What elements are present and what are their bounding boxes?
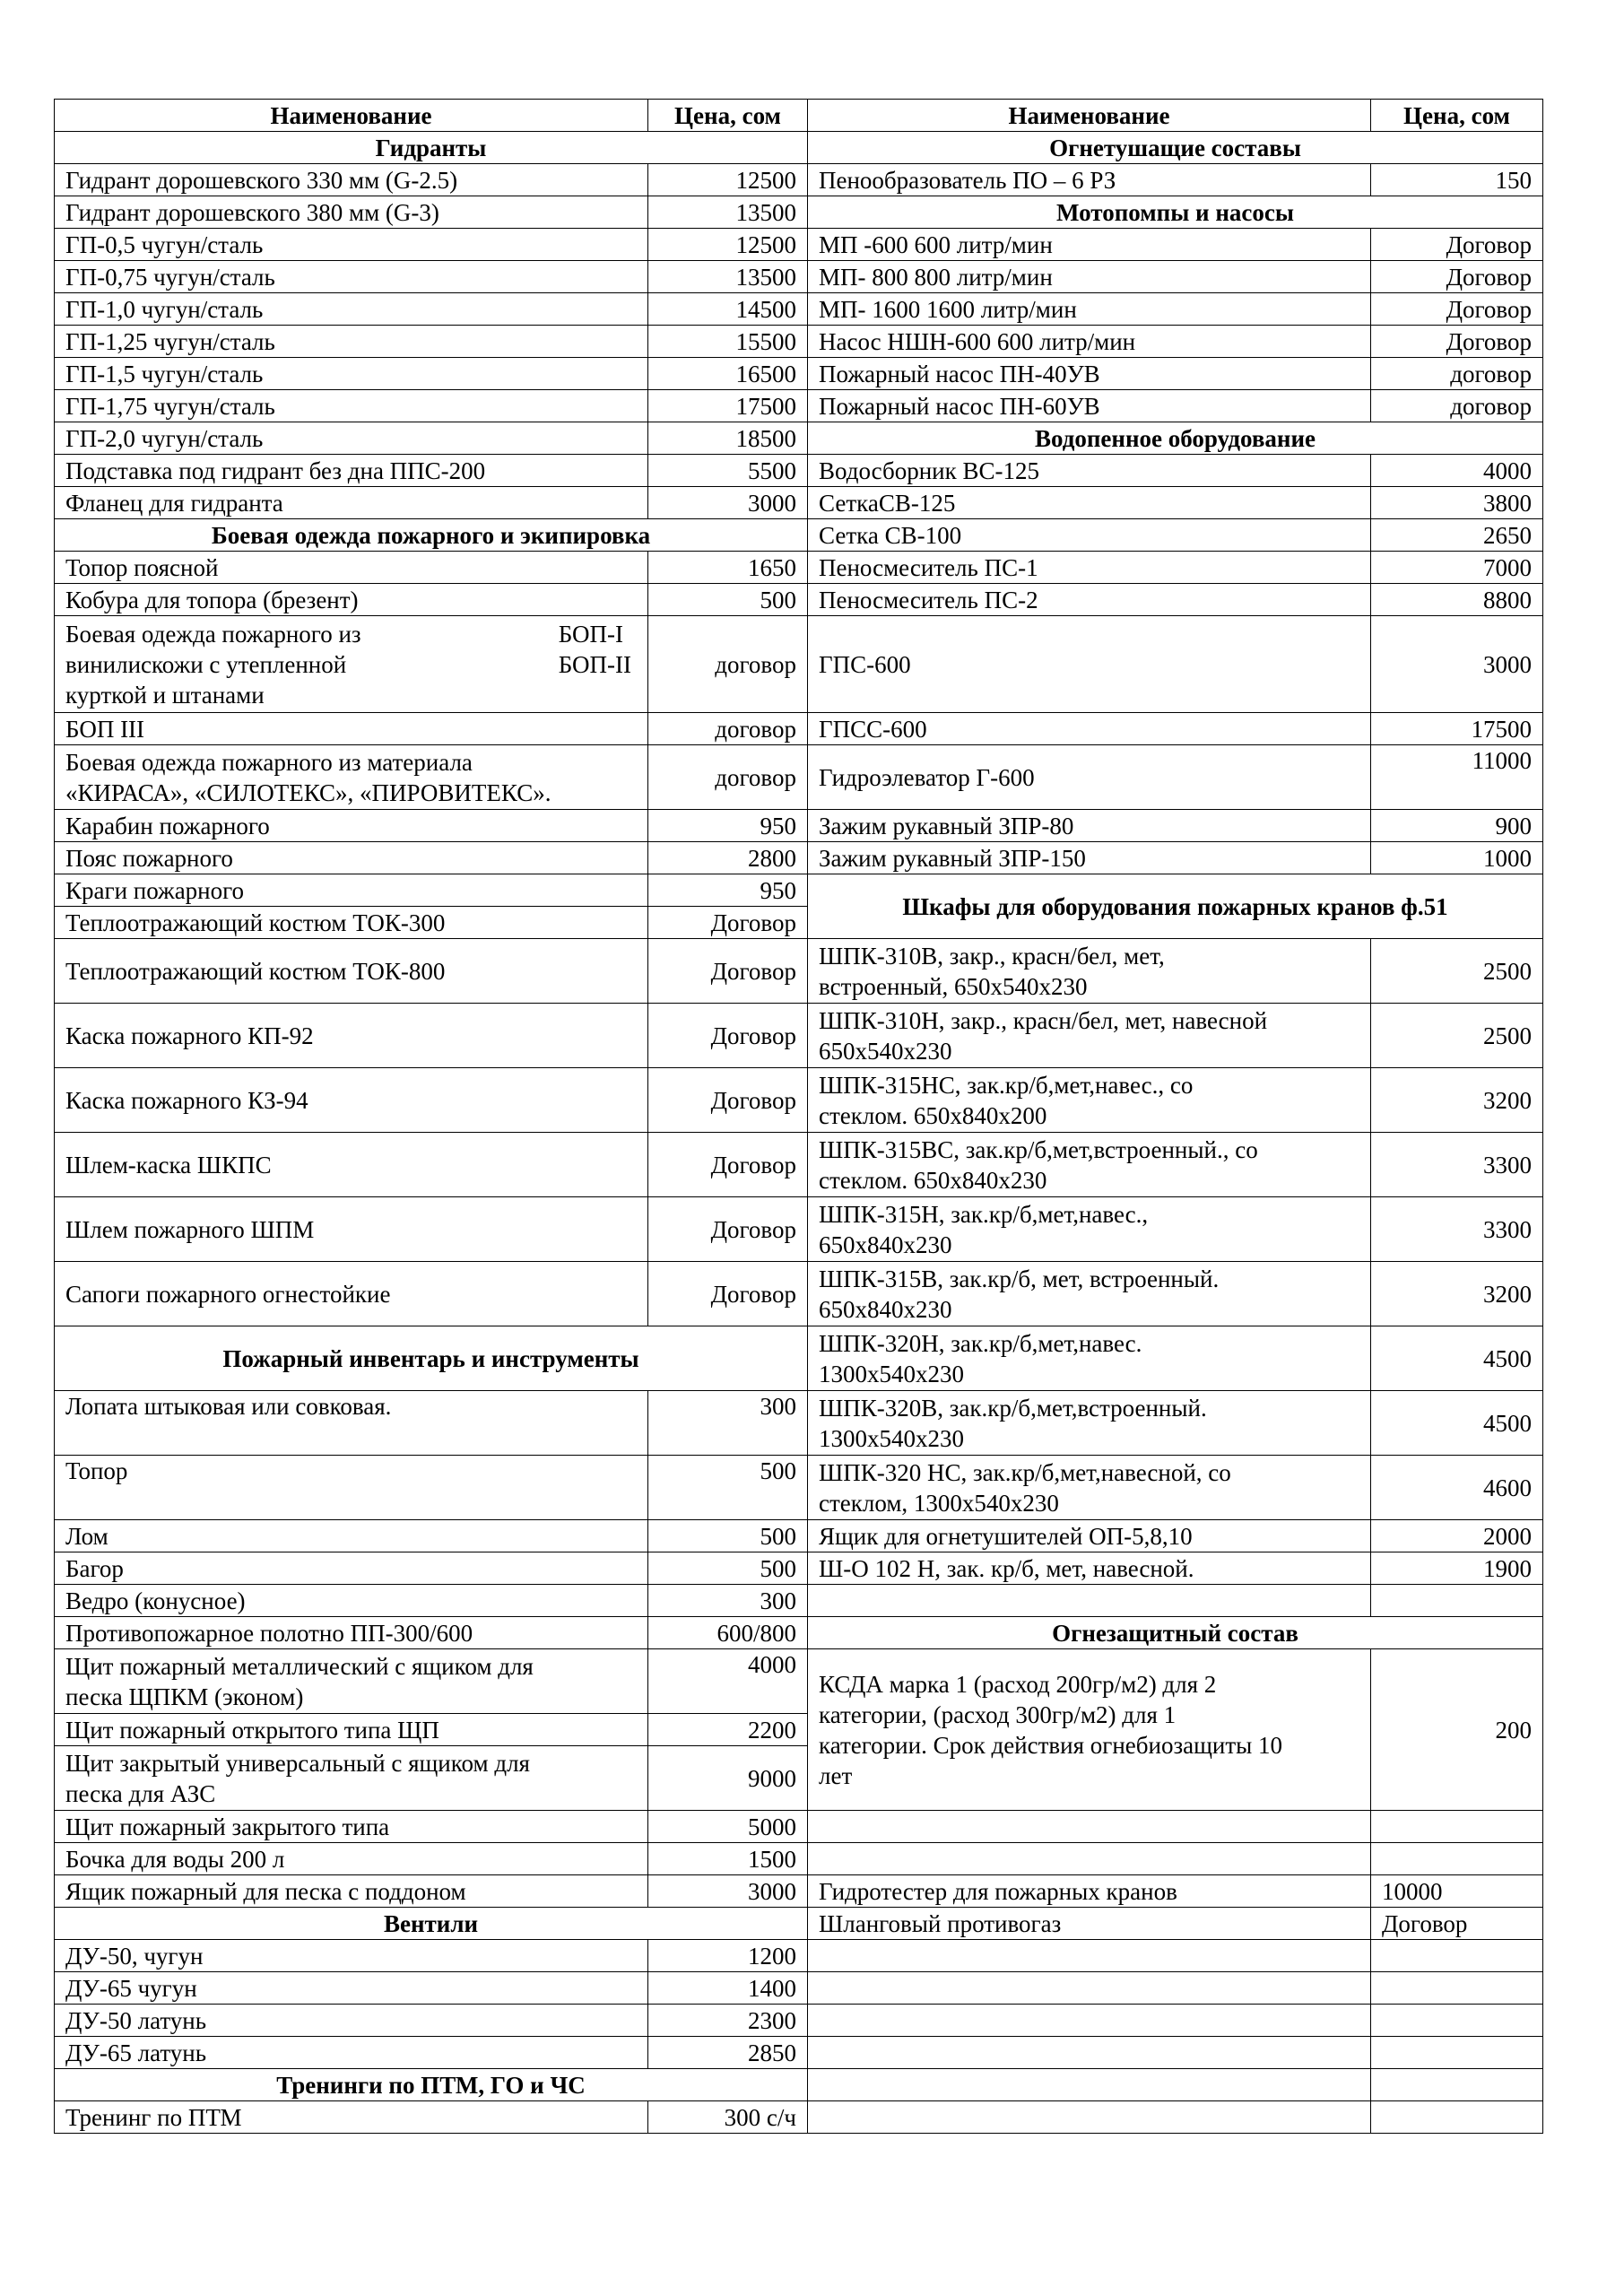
item-price-right: 3300 (1371, 1197, 1543, 1262)
item-price-right: Договор (1371, 229, 1543, 261)
item-name-right: Пожарный насос ПН-60УВ (808, 390, 1371, 422)
item-name-right: Сетка СВ-100 (808, 519, 1371, 552)
item-price-right (1371, 2005, 1543, 2037)
table-row (55, 939, 1543, 1004)
table-row (55, 1391, 1543, 1456)
table-row (55, 1004, 1543, 1068)
table-row (55, 1520, 1543, 1552)
item-price-left: 16500 (648, 358, 808, 390)
section-heading-right: Огнетушащие составы (808, 132, 1543, 164)
table-row (55, 1875, 1543, 1908)
table-row (55, 1133, 1543, 1197)
item-name-left: Щит пожарный открытого типа ЩП (55, 1714, 648, 1746)
item-name-left: Бочка для воды 200 л (55, 1843, 648, 1875)
item-price-right: Договор (1371, 326, 1543, 358)
table-row (55, 842, 1543, 874)
item-price-left: 2200 (648, 1714, 808, 1746)
item-name-left: Лопата штыковая или совковая. (55, 1391, 648, 1456)
item-name-left: Пояс пожарного (55, 842, 648, 874)
item-price-left: 2850 (648, 2037, 808, 2069)
section-heading-right: Огнезащитный состав (808, 1617, 1543, 1649)
table-row (55, 1649, 1543, 1714)
item-name-right: Пенообразователь ПО – 6 РЗ (808, 164, 1371, 196)
item-price-right (1371, 2069, 1543, 2101)
item-price-left: Договор (648, 939, 808, 1004)
section-heading-right: Мотопомпы и насосы (808, 196, 1543, 229)
item-price-left: 950 (648, 810, 808, 842)
table-row (55, 584, 1543, 616)
item-name-right (808, 1811, 1371, 1843)
item-price-right: 1000 (1371, 842, 1543, 874)
item-price-right: 150 (1371, 164, 1543, 196)
section-heading-left: Пожарный инвентарь и инструменты (55, 1326, 808, 1391)
item-name-left: Боевая одежда пожарного из материала «КИРАСА», «СИЛОТЕКС», «ПИРОВИТЕКС». (55, 745, 648, 810)
item-price-left: 500 (648, 1456, 808, 1520)
item-price-right: 8800 (1371, 584, 1543, 616)
table-row (55, 552, 1543, 584)
item-price-right: 1900 (1371, 1552, 1543, 1585)
item-price-right: Договор (1371, 293, 1543, 326)
item-price-right: 3200 (1371, 1262, 1543, 1326)
table-row (55, 2101, 1543, 2134)
table-row (55, 196, 1543, 229)
item-price-right: 3300 (1371, 1133, 1543, 1197)
item-price-left: договор (648, 713, 808, 745)
item-name-right (808, 1585, 1371, 1617)
item-name-left: Топор поясной (55, 552, 648, 584)
item-name-right: Ящик для огнетушителей ОП-5,8,10 (808, 1520, 1371, 1552)
section-heading-left: Гидранты (55, 132, 808, 164)
section-heading-right: Водопенное оборудование (808, 422, 1543, 455)
item-price-right (1371, 1940, 1543, 1972)
table-row (55, 2069, 1543, 2101)
item-price-left: Договор (648, 1133, 808, 1197)
item-name-right: Зажим рукавный ЗПР-150 (808, 842, 1371, 874)
item-price-left: 300 с/ч (648, 2101, 808, 2134)
item-price-left: Договор (648, 1004, 808, 1068)
item-name-left: ГП-0,5 чугун/сталь (55, 229, 648, 261)
table-row (55, 519, 1543, 552)
item-name-left: Шлем пожарного ШПМ (55, 1197, 648, 1262)
header-price-left: Цена, сом (648, 100, 808, 132)
item-price-right: 17500 (1371, 713, 1543, 745)
item-name-right (808, 1843, 1371, 1875)
item-price-left: 3000 (648, 487, 808, 519)
table-row (55, 1456, 1543, 1520)
item-name-left: Сапоги пожарного огнестойкие (55, 1262, 648, 1326)
item-price-right (1371, 1972, 1543, 2005)
item-price-right: Договор (1371, 261, 1543, 293)
item-name-left: Ящик пожарный для песка с поддоном (55, 1875, 648, 1908)
item-name-left (55, 616, 648, 713)
item-price-right: 4000 (1371, 455, 1543, 487)
header-row (55, 100, 1543, 132)
item-name-right: Пеносмеситель ПС-1 (808, 552, 1371, 584)
item-price-right: 2650 (1371, 519, 1543, 552)
item-name-left: ГП-1,5 чугун/сталь (55, 358, 648, 390)
table-row (55, 487, 1543, 519)
table-row (55, 874, 1543, 907)
item-name-left: ДУ-65 латунь (55, 2037, 648, 2069)
header-name-right: Наименование (808, 100, 1371, 132)
item-name-left: ДУ-50 латунь (55, 2005, 648, 2037)
item-name-left: Топор (55, 1456, 648, 1520)
table-row (55, 1262, 1543, 1326)
item-name-right: ШПК-315Н, зак.кр/б,мет,навес., 650х840х230 (808, 1197, 1371, 1262)
header-name-left: Наименование (55, 100, 648, 132)
item-price-left: 500 (648, 584, 808, 616)
item-price-left: 12500 (648, 229, 808, 261)
item-name-left: Гидрант дорошевского 380 мм (G-3) (55, 196, 648, 229)
item-price-left: 9000 (648, 1746, 808, 1811)
item-price-left: 1500 (648, 1843, 808, 1875)
item-name-left: Подставка под гидрант без дна ППС-200 (55, 455, 648, 487)
section-heading-left: Вентили (55, 1908, 808, 1940)
item-name-right: ГПС-600 (808, 616, 1371, 713)
table-row (55, 1972, 1543, 2005)
item-price-right: 3800 (1371, 487, 1543, 519)
item-name-left: Гидрант дорошевского 330 мм (G-2.5) (55, 164, 648, 196)
item-price-left: 300 (648, 1585, 808, 1617)
item-name-right: Зажим рукавный ЗПР-80 (808, 810, 1371, 842)
table-row (55, 2037, 1543, 2069)
item-price-left: 1650 (648, 552, 808, 584)
item-name-right: Насос НШН-600 600 литр/мин (808, 326, 1371, 358)
item-name-right: ШПК-310В, закр., красн/бел, мет, встроенный, 650х540х230 (808, 939, 1371, 1004)
item-name-left: ГП-1,0 чугун/сталь (55, 293, 648, 326)
item-name-left: Теплоотражающий костюм ТОК-300 (55, 907, 648, 939)
item-name-left: Краги пожарного (55, 874, 648, 907)
item-price-left: 13500 (648, 196, 808, 229)
table-row (55, 1908, 1543, 1940)
item-name-right: ШПК-315В, зак.кр/б, мет, встроенный. 650х840х230 (808, 1262, 1371, 1326)
item-price-left: Договор (648, 1197, 808, 1262)
item-name-left: Ведро (конусное) (55, 1585, 648, 1617)
item-name-right: ШПК-315ВС, зак.кр/б,мет,встроенный., со стеклом. 650х840х230 (808, 1133, 1371, 1197)
table-row (55, 1617, 1543, 1649)
table-row (55, 261, 1543, 293)
item-name-left: Противопожарное полотно ПП-300/600 (55, 1617, 648, 1649)
table-row (55, 1811, 1543, 1843)
item-price-left: Договор (648, 907, 808, 939)
item-name-right (808, 2069, 1371, 2101)
item-name-right: КСДА марка 1 (расход 200гр/м2) для 2 категории, (расход 300гр/м2) для 1 категории. Срок действия огнебиозащиты 10 лет (808, 1649, 1371, 1811)
item-price-right: Договор (1371, 1908, 1543, 1940)
table-row (55, 1843, 1543, 1875)
table-row (55, 1068, 1543, 1133)
item-price-left: 2300 (648, 2005, 808, 2037)
item-price-right (1371, 2101, 1543, 2134)
table-row (55, 293, 1543, 326)
table-row (55, 164, 1543, 196)
item-price-right: 3000 (1371, 616, 1543, 713)
item-name-right (808, 1940, 1371, 1972)
header-price-right: Цена, сом (1371, 100, 1543, 132)
item-price-left: 13500 (648, 261, 808, 293)
item-name-right: ГПСС-600 (808, 713, 1371, 745)
table-row (55, 326, 1543, 358)
item-name-left: ГП-1,25 чугун/сталь (55, 326, 648, 358)
item-price-right (1371, 1811, 1543, 1843)
section-heading-left: Боевая одежда пожарного и экипировка (55, 519, 808, 552)
item-price-left: 1200 (648, 1940, 808, 1972)
item-name-left: ДУ-65 чугун (55, 1972, 648, 2005)
item-price-left: 300 (648, 1391, 808, 1456)
item-price-right: 4500 (1371, 1391, 1543, 1456)
item-price-left: 5000 (648, 1811, 808, 1843)
item-name-left: Карабин пожарного (55, 810, 648, 842)
item-price-left: 4000 (648, 1649, 808, 1714)
table-row (55, 1197, 1543, 1262)
item-price-right: договор (1371, 358, 1543, 390)
item-name-right: ШПК-320 НС, зак.кр/б,мет,навесной, со стеклом, 1300х540х230 (808, 1456, 1371, 1520)
item-name-right: ШПК-320Н, зак.кр/б,мет,навес. 1300х540х230 (808, 1326, 1371, 1391)
item-name-left: Каска пожарного КЗ-94 (55, 1068, 648, 1133)
item-name-right: МП- 1600 1600 литр/мин (808, 293, 1371, 326)
item-price-right (1371, 2037, 1543, 2069)
item-price-left: Договор (648, 1262, 808, 1326)
section-heading-right: Шкафы для оборудования пожарных кранов ф.51 (808, 874, 1543, 939)
table-row (55, 229, 1543, 261)
item-name-left: Теплоотражающий костюм ТОК-800 (55, 939, 648, 1004)
item-price-right: 3200 (1371, 1068, 1543, 1133)
table-row (55, 422, 1543, 455)
item-price-right: 10000 (1371, 1875, 1543, 1908)
item-name-left: БОП III (55, 713, 648, 745)
item-name-left: Щит пожарный закрытого типа (55, 1811, 648, 1843)
item-name-left: Лом (55, 1520, 648, 1552)
item-name-left: Каска пожарного КП-92 (55, 1004, 648, 1068)
item-name-left: Багор (55, 1552, 648, 1585)
item-price-left: 18500 (648, 422, 808, 455)
item-price-right: 4600 (1371, 1456, 1543, 1520)
item-price-right: 7000 (1371, 552, 1543, 584)
item-name-right: Пожарный насос ПН-40УВ (808, 358, 1371, 390)
item-price-left: 500 (648, 1520, 808, 1552)
item-name-right: Пеносмеситель ПС-2 (808, 584, 1371, 616)
item-price-left: 5500 (648, 455, 808, 487)
section-heading-left: Тренинги по ПТМ, ГО и ЧС (55, 2069, 808, 2101)
item-name-right: Шланговый противогаз (808, 1908, 1371, 1940)
item-price-right: 2500 (1371, 1004, 1543, 1068)
table-row (55, 390, 1543, 422)
item-price-left: 2800 (648, 842, 808, 874)
item-name-left: Кобура для топора (брезент) (55, 584, 648, 616)
item-price-left: 1400 (648, 1972, 808, 2005)
price-table (54, 99, 1543, 2134)
item-name-right: МП- 800 800 литр/мин (808, 261, 1371, 293)
table-row (55, 358, 1543, 390)
table-row (55, 745, 1543, 810)
table-row (55, 1940, 1543, 1972)
table-row (55, 455, 1543, 487)
item-price-left: 15500 (648, 326, 808, 358)
item-name-left: ГП-0,75 чугун/сталь (55, 261, 648, 293)
item-price-left: 500 (648, 1552, 808, 1585)
table-row (55, 713, 1543, 745)
item-price-right: 900 (1371, 810, 1543, 842)
item-name-right: ШПК-310Н, закр., красн/бел, мет, навесной 650х540х230 (808, 1004, 1371, 1068)
item-name-left: Щит пожарный металлический с ящиком для песка ЩПКМ (эконом) (55, 1649, 648, 1714)
item-name-text: Боевая одежда пожарного из винилискожи с утепленной курткой и штанами (65, 620, 361, 709)
item-name-right (808, 2101, 1371, 2134)
table-row (55, 2005, 1543, 2037)
table-row (55, 1326, 1543, 1391)
item-price-right: 4500 (1371, 1326, 1543, 1391)
item-name-right: МП -600 600 литр/мин (808, 229, 1371, 261)
item-name-left: Тренинг по ПТМ (55, 2101, 648, 2134)
item-price-right (1371, 1843, 1543, 1875)
item-name-left: Шлем-каска ШКПС (55, 1133, 648, 1197)
table-row (55, 132, 1543, 164)
item-name-right: ШПК-315НС, зак.кр/б,мет,навес., со стеклом. 650х840х200 (808, 1068, 1371, 1133)
item-price-right: договор (1371, 390, 1543, 422)
table-row (55, 1585, 1543, 1617)
item-name-right (808, 2037, 1371, 2069)
item-name-left: ГП-2,0 чугун/сталь (55, 422, 648, 455)
item-price-left: 17500 (648, 390, 808, 422)
item-name-right: Ш-О 102 Н, зак. кр/б, мет, навесной. (808, 1552, 1371, 1585)
item-price-left: договор (648, 745, 808, 810)
item-name-right (808, 1972, 1371, 2005)
table-row (55, 1552, 1543, 1585)
item-variant-codes: БОП-I БОП-II (558, 620, 631, 678)
item-name-left: ДУ-50, чугун (55, 1940, 648, 1972)
item-name-right: Гидроэлеватор Г-600 (808, 745, 1371, 810)
item-name-left: Щит закрытый универсальный с ящиком для песка для АЗС (55, 1746, 648, 1811)
item-price-left: 14500 (648, 293, 808, 326)
item-name-right: ШПК-320В, зак.кр/б,мет,встроенный. 1300х540х230 (808, 1391, 1371, 1456)
item-name-right (808, 2005, 1371, 2037)
item-price-left: 3000 (648, 1875, 808, 1908)
table-row (55, 810, 1543, 842)
item-name-right: СеткаСВ-125 (808, 487, 1371, 519)
item-price-left: 600/800 (648, 1617, 808, 1649)
item-price-right: 2500 (1371, 939, 1543, 1004)
item-price-left: 12500 (648, 164, 808, 196)
item-price-left: 950 (648, 874, 808, 907)
item-price-right: 2000 (1371, 1520, 1543, 1552)
price-table-body (55, 132, 1543, 2134)
item-name-left: Фланец для гидранта (55, 487, 648, 519)
item-price-right (1371, 1585, 1543, 1617)
table-row (55, 616, 1543, 713)
item-price-left: Договор (648, 1068, 808, 1133)
item-name-right: Водосборник ВС-125 (808, 455, 1371, 487)
item-price-left: договор (648, 616, 808, 713)
item-price-right: 200 (1371, 1649, 1543, 1811)
item-name-right: Гидротестер для пожарных кранов (808, 1875, 1371, 1908)
item-name-left: ГП-1,75 чугун/сталь (55, 390, 648, 422)
item-price-right: 11000 (1371, 745, 1543, 810)
